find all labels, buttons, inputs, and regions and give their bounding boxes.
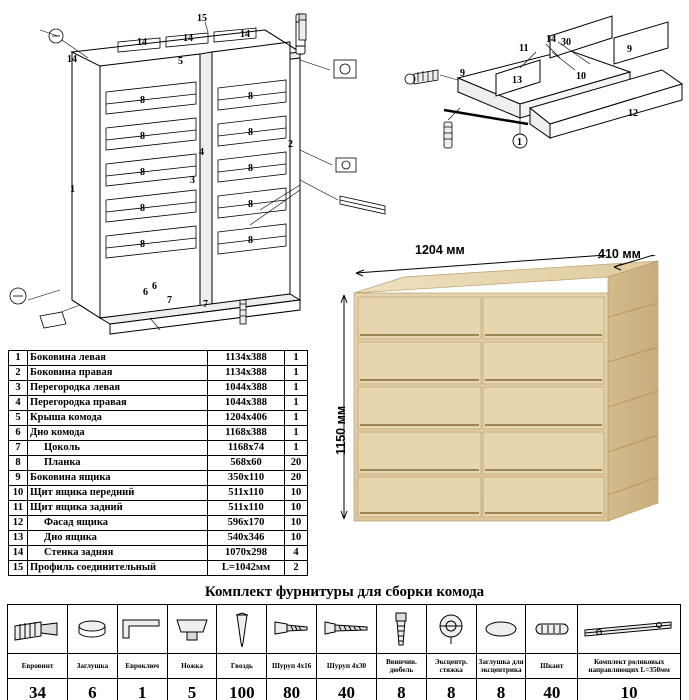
callout-8-7: 8 (248, 127, 253, 138)
callout-1: 1 (70, 184, 75, 195)
callout-15: 15 (197, 13, 207, 24)
hardware-count: 40 (317, 679, 377, 700)
part-quantity: 4 (285, 546, 308, 561)
roller-guides-icon (578, 605, 681, 654)
hardware-count: 8 (377, 679, 427, 700)
part-name: Боковина правая (28, 366, 208, 381)
part-dimension: 1044х388 (208, 396, 285, 411)
euro-key-icon (117, 605, 167, 654)
callout-14-d: 14 (67, 54, 77, 65)
table-row (9, 426, 308, 441)
table-row (9, 351, 308, 366)
hardware-count: 10 (578, 679, 681, 700)
hardware-name: Евровинт (8, 654, 68, 679)
callout-14-c: 14 (240, 29, 250, 40)
callout-4: 4 (199, 147, 204, 158)
table-row (9, 381, 308, 396)
callout-8-6: 8 (248, 91, 253, 102)
part-number: 4 (9, 396, 28, 411)
part-number: 14 (9, 546, 28, 561)
callout-8-1: 8 (140, 95, 145, 106)
hardware-count: 40 (526, 679, 578, 700)
part-quantity: 10 (285, 486, 308, 501)
hardware-count: 5 (167, 679, 217, 700)
depth-dimension: 410 мм (598, 247, 641, 261)
hardware-name: Заглушка для эксцентрика (476, 654, 526, 679)
table-row (9, 516, 308, 531)
hardware-title: Комплект фурнитуры для сборки комода (204, 584, 485, 600)
part-dimension: 350х110 (208, 471, 285, 486)
part-dimension: 511х110 (208, 501, 285, 516)
part-number: 11 (9, 501, 28, 516)
hardware-count: 34 (8, 679, 68, 700)
hardware-count: 100 (217, 679, 267, 700)
part-name: Перегородка правая (28, 396, 208, 411)
width-dimension: 1204 мм (415, 243, 465, 257)
part-name: Профиль соединительный (28, 561, 208, 576)
drawer-callout-10: 10 (576, 71, 586, 82)
eccentric-cap-icon (476, 605, 526, 654)
part-dimension: 540х346 (208, 531, 285, 546)
part-number: 2 (9, 366, 28, 381)
hardware-table (7, 604, 681, 700)
callout-8-5: 8 (140, 239, 145, 250)
callout-7-a: 7 (167, 295, 172, 306)
part-quantity: 10 (285, 516, 308, 531)
drawer-callout-13: 13 (512, 75, 522, 86)
part-number: 1 (9, 351, 28, 366)
part-number: 10 (9, 486, 28, 501)
callout-3: 3 (190, 175, 195, 186)
part-number: 5 (9, 411, 28, 426)
part-name: Щит ящика передний (28, 486, 208, 501)
part-number: 3 (9, 381, 28, 396)
hardware-name: Ножка (167, 654, 217, 679)
part-quantity: 1 (285, 426, 308, 441)
callout-14-b: 14 (183, 33, 193, 44)
part-quantity: 1 (285, 411, 308, 426)
part-quantity: 2 (285, 561, 308, 576)
hardware-count: 80 (267, 679, 317, 700)
table-row (9, 501, 308, 516)
parts-table (8, 350, 308, 576)
part-name: Боковина ящика (28, 471, 208, 486)
table-row (9, 366, 308, 381)
dowel-icon (377, 605, 427, 654)
callout-5: 5 (178, 56, 183, 67)
part-number: 9 (9, 471, 28, 486)
part-name: Щит ящика задний (28, 501, 208, 516)
callout-8-9: 8 (248, 199, 253, 210)
callout-8-8: 8 (248, 163, 253, 174)
table-row (9, 546, 308, 561)
hardware-name: Комплект роликовых направляющих L=350мм (578, 654, 681, 679)
hardware-count: 8 (426, 679, 476, 700)
drawer-callout-9-right: 9 (627, 44, 632, 55)
callout-6-a: 6 (152, 281, 157, 292)
drawer-exploded-diagram (400, 8, 689, 173)
part-number: 6 (9, 426, 28, 441)
table-row (9, 471, 308, 486)
part-number: 8 (9, 456, 28, 471)
part-name: Перегородка левая (28, 381, 208, 396)
table-row (9, 396, 308, 411)
table-row (9, 441, 308, 456)
part-dimension: 1204х406 (208, 411, 285, 426)
hardware-name: Заглушка (67, 654, 117, 679)
table-row (9, 561, 308, 576)
callout-14-a: 14 (137, 37, 147, 48)
drawer-callout-9-left: 9 (460, 68, 465, 79)
callout-8-10: 8 (248, 235, 253, 246)
part-name: Боковина левая (28, 351, 208, 366)
part-name: Дно ящика (28, 531, 208, 546)
drawer-callout-14: 14 (546, 34, 556, 45)
nail-icon (217, 605, 267, 654)
cap-icon (67, 605, 117, 654)
hardware-name: Евроключ (117, 654, 167, 679)
hardware-count: 8 (476, 679, 526, 700)
callout-6-b: 6 (143, 287, 148, 298)
hardware-count: 6 (67, 679, 117, 700)
part-dimension: 511х110 (208, 486, 285, 501)
part-dimension: 1168х74 (208, 441, 285, 456)
hardware-name: Шуруп 4х16 (267, 654, 317, 679)
part-dimension: 1070х298 (208, 546, 285, 561)
hardware-name: Шкант (526, 654, 578, 679)
drawer-callout-12: 12 (628, 108, 638, 119)
finished-cabinet-render (334, 243, 682, 545)
euro-screw-icon (8, 605, 68, 654)
part-name: Дно комода (28, 426, 208, 441)
part-quantity: 10 (285, 531, 308, 546)
callout-8-4: 8 (140, 203, 145, 214)
part-quantity: 1 (285, 441, 308, 456)
hardware-name: Гвоздь (217, 654, 267, 679)
table-row (9, 456, 308, 471)
screw-4x30-icon (317, 605, 377, 654)
table-row (9, 531, 308, 546)
part-name: Фасад ящика (28, 516, 208, 531)
callout-8-2: 8 (140, 131, 145, 142)
hardware-name: Ввинчив. дюбель (377, 654, 427, 679)
part-quantity: 20 (285, 456, 308, 471)
drawer-callout-30: 30 (561, 37, 571, 48)
part-name: Крыша комода (28, 411, 208, 426)
dowel-pin-icon (526, 605, 578, 654)
callout-2: 2 (288, 139, 293, 150)
part-quantity: 1 (285, 381, 308, 396)
table-row (9, 411, 308, 426)
part-dimension: 568х60 (208, 456, 285, 471)
part-quantity: 1 (285, 366, 308, 381)
foot-icon (167, 605, 217, 654)
part-number: 7 (9, 441, 28, 456)
part-dimension: L=1042мм (208, 561, 285, 576)
part-dimension: 1168х388 (208, 426, 285, 441)
drawer-callout-11: 11 (519, 43, 529, 54)
eccentric-tie-icon (426, 605, 476, 654)
part-dimension: 596х170 (208, 516, 285, 531)
part-quantity: 10 (285, 501, 308, 516)
part-quantity: 1 (285, 351, 308, 366)
part-dimension: 1134х388 (208, 366, 285, 381)
callout-7-b: 7 (203, 299, 208, 310)
part-dimension: 1044х388 (208, 381, 285, 396)
height-dimension: 1150 мм (334, 405, 348, 455)
part-quantity: 20 (285, 471, 308, 486)
screw-4x16-icon (267, 605, 317, 654)
part-dimension: 1134х388 (208, 351, 285, 366)
hardware-name: Шуруп 4х30 (317, 654, 377, 679)
part-name: Планка (28, 456, 208, 471)
hardware-name: Эксцентр. стяжка (426, 654, 476, 679)
part-number: 13 (9, 531, 28, 546)
part-name: Цоколь (28, 441, 208, 456)
svg-text:1: 1 (517, 137, 522, 148)
part-name: Стенка задняя (28, 546, 208, 561)
hardware-count: 1 (117, 679, 167, 700)
part-quantity: 1 (285, 396, 308, 411)
callout-8-3: 8 (140, 167, 145, 178)
part-number: 12 (9, 516, 28, 531)
table-row (9, 486, 308, 501)
part-number: 15 (9, 561, 28, 576)
